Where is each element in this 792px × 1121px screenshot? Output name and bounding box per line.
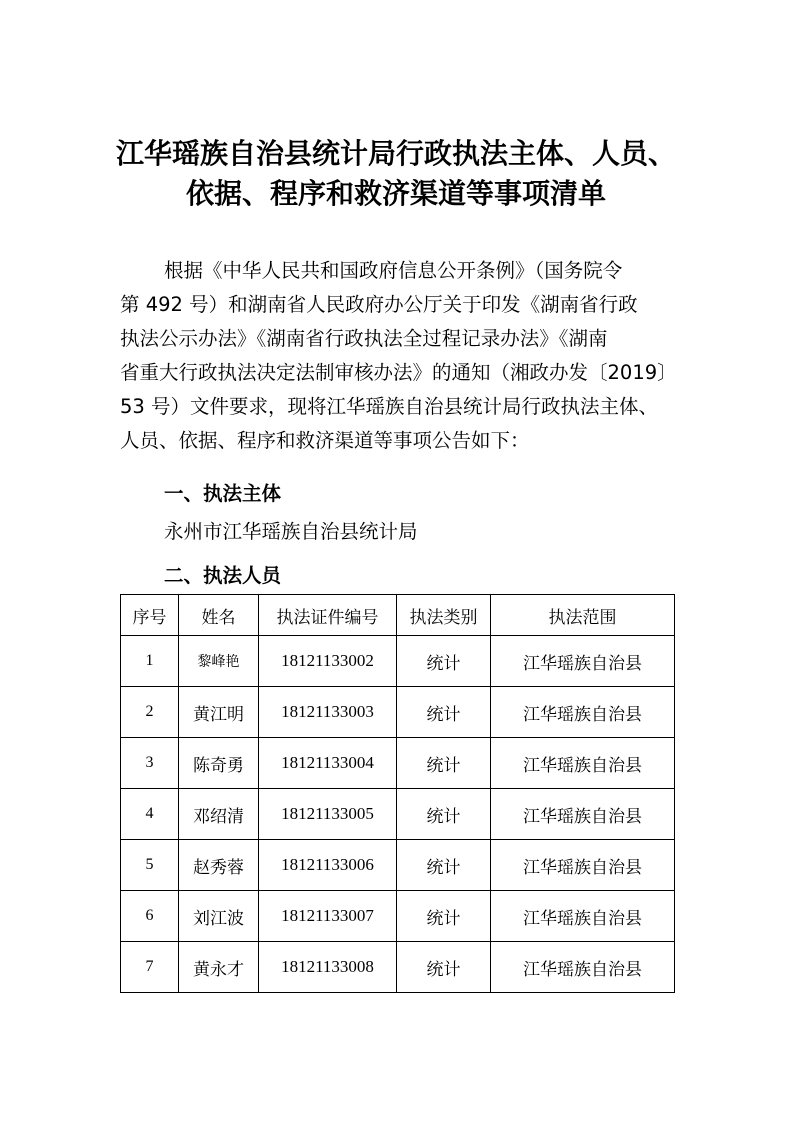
cell-category: 统计 (397, 687, 491, 738)
cell-scope: 江华瑶族自治县 (491, 738, 675, 789)
section-heading-enforcement-staff: 二、执法人员 (164, 564, 282, 587)
header-name: 姓名 (179, 595, 259, 636)
cell-scope: 江华瑶族自治县 (491, 891, 675, 942)
cell-index: 6 (121, 891, 179, 942)
cell-category: 统计 (397, 789, 491, 840)
document-title-line-1: 江华瑶族自治县统计局行政执法主体、人员、 (115, 137, 676, 170)
table-row (121, 738, 675, 789)
enforcement-body-name: 永州市江华瑶族自治县统计局 (164, 520, 418, 543)
cell-license-number: 18121133004 (259, 738, 397, 789)
cell-index: 4 (121, 789, 179, 840)
cell-name: 黄永才 (179, 942, 259, 993)
cell-index: 3 (121, 738, 179, 789)
cell-scope: 江华瑶族自治县 (491, 942, 675, 993)
cell-category: 统计 (397, 942, 491, 993)
cell-scope: 江华瑶族自治县 (491, 840, 675, 891)
cell-category: 统计 (397, 738, 491, 789)
cell-name: 黄江明 (179, 687, 259, 738)
table-row (121, 942, 675, 993)
header-index: 序号 (121, 595, 179, 636)
cell-license-number: 18121133006 (259, 840, 397, 891)
header-scope: 执法范围 (491, 595, 675, 636)
enforcement-staff-table (120, 594, 675, 993)
cell-scope: 江华瑶族自治县 (491, 789, 675, 840)
cell-index: 1 (121, 636, 179, 687)
cell-license-number: 18121133007 (259, 891, 397, 942)
cell-name: 邓绍清 (179, 789, 259, 840)
cell-license-number: 18121133002 (259, 636, 397, 687)
cell-index: 5 (121, 840, 179, 891)
intro-paragraph-line-1: 根据《中华人民共和国政府信息公开条例》（国务院令 (164, 259, 623, 282)
cell-name: 陈奇勇 (179, 738, 259, 789)
header-category: 执法类别 (397, 595, 491, 636)
cell-name: 赵秀蓉 (179, 840, 259, 891)
cell-name: 刘江波 (179, 891, 259, 942)
table-row (121, 891, 675, 942)
cell-category: 统计 (397, 840, 491, 891)
section-heading-enforcement-body: 一、执法主体 (164, 482, 282, 505)
cell-scope: 江华瑶族自治县 (491, 636, 675, 687)
cell-index: 2 (121, 687, 179, 738)
intro-paragraph-line-4: 省重大行政执法决定法制审核办法》的通知（湘政办发〔2019〕 (120, 361, 677, 384)
document-title-line-2: 依据、程序和救济渠道等事项清单 (185, 177, 606, 210)
table-row (121, 636, 675, 687)
cell-license-number: 18121133003 (259, 687, 397, 738)
cell-license-number: 18121133008 (259, 942, 397, 993)
table-header-row (121, 595, 675, 636)
intro-paragraph-line-3: 执法公示办法》《湖南省行政执法全过程记录办法》《湖南 (120, 327, 608, 350)
cell-license-number: 18121133005 (259, 789, 397, 840)
table-row (121, 789, 675, 840)
table-row (121, 687, 675, 738)
cell-scope: 江华瑶族自治县 (491, 687, 675, 738)
header-license-number: 执法证件编号 (259, 595, 397, 636)
intro-paragraph-line-6: 人员、依据、程序和救济渠道等事项公告如下： (120, 429, 530, 452)
cell-category: 统计 (397, 636, 491, 687)
intro-paragraph-line-2: 第 492 号）和湖南省人民政府办公厅关于印发《湖南省行政 (120, 293, 638, 316)
table-row (121, 840, 675, 891)
cell-category: 统计 (397, 891, 491, 942)
cell-name: 黎峰艳 (179, 636, 259, 687)
cell-index: 7 (121, 942, 179, 993)
intro-paragraph-line-5: 53 号）文件要求，现将江华瑶族自治县统计局行政执法主体、 (120, 395, 659, 418)
